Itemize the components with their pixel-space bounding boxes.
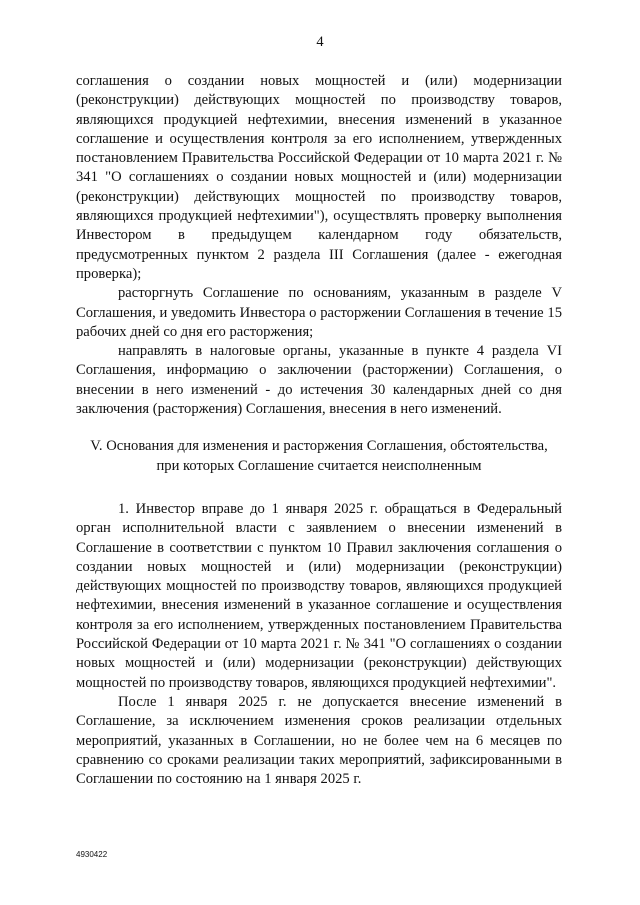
paragraph-terminate-agreement: расторгнуть Соглашение по основаниям, указанным в разделе V Соглашения, и уведомить Инвестора о расторжении Соглашения в течение 15 рабочих дней со дня его расторжения; bbox=[76, 285, 562, 340]
section-heading-line-2: при которых Соглашение считается неисполненным bbox=[156, 457, 482, 474]
paragraph-continuation: соглашения о создании новых мощностей и (или) модернизации (реконструкции) действующих мощностей по производству товаров, являющихся продукцией нефтехимии, внесения изменений в указанное соглашение и осуществления контроля за его исполнением, утвержденных постановлением Правительства Российской Федерации от 10 марта 2021 г. № 341 "О соглашениях о создании новых мощностей и (или) модернизации (реконструкции) действующих мощностей по производству товаров, являющихся продукцией нефтехимии"), осуществлять проверку выполнения Инвестором в предыдущем календарном году обязательств, предусмотренных пунктом 2 раздела III Соглашения (далее - ежегодная проверка); bbox=[76, 73, 562, 282]
document-code: 4930422 bbox=[76, 850, 108, 859]
page-number: 4 bbox=[316, 34, 324, 50]
paragraph-investor-right: 1. Инвестор вправе до 1 января 2025 г. обращаться в Федеральный орган исполнительной власти с заявлением о внесении изменений в Соглашение в соответствии с пунктом 10 Правил заключения соглашения о создании новых мощностей и (или) модернизации (реконструкции) действующих мощностей по производству товаров, являющихся продукцией нефтехимии, внесения изменений в указанное соглашение и осуществления контроля за его исполнением, утвержденных постановлением Правительства Российской Федерации от 10 марта 2021 г. № 341 "О соглашениях о создании новых мощностей и (или) модернизации (реконструкции) действующих мощностей по производству товаров, являющихся продукцией нефтехимии". bbox=[76, 500, 562, 691]
document-body bbox=[76, 72, 562, 789]
section-heading bbox=[76, 437, 562, 476]
section-heading-line-1: V. Основания для изменения и расторжения Соглашения, обстоятельства, bbox=[90, 438, 548, 455]
paragraph-tax-notice: направлять в налоговые органы, указанные в пункте 4 раздела VI Соглашения, информацию о заключении (расторжении) Соглашения, о внесении в него изменений - до истечения 30 календарных дней со дня заключения (расторжения) Соглашения, внесения в него изменений. bbox=[76, 343, 562, 418]
paragraph-after-2025: После 1 января 2025 г. не допускается внесение изменений в Соглашение, за исключением изменения сроков реализации отдельных мероприятий, указанных в Соглашении, но не более чем на 6 месяцев по сравнению со сроками реализации таких мероприятий, зафиксированными в Соглашении по состоянию на 1 января 2025 г. bbox=[76, 693, 562, 788]
